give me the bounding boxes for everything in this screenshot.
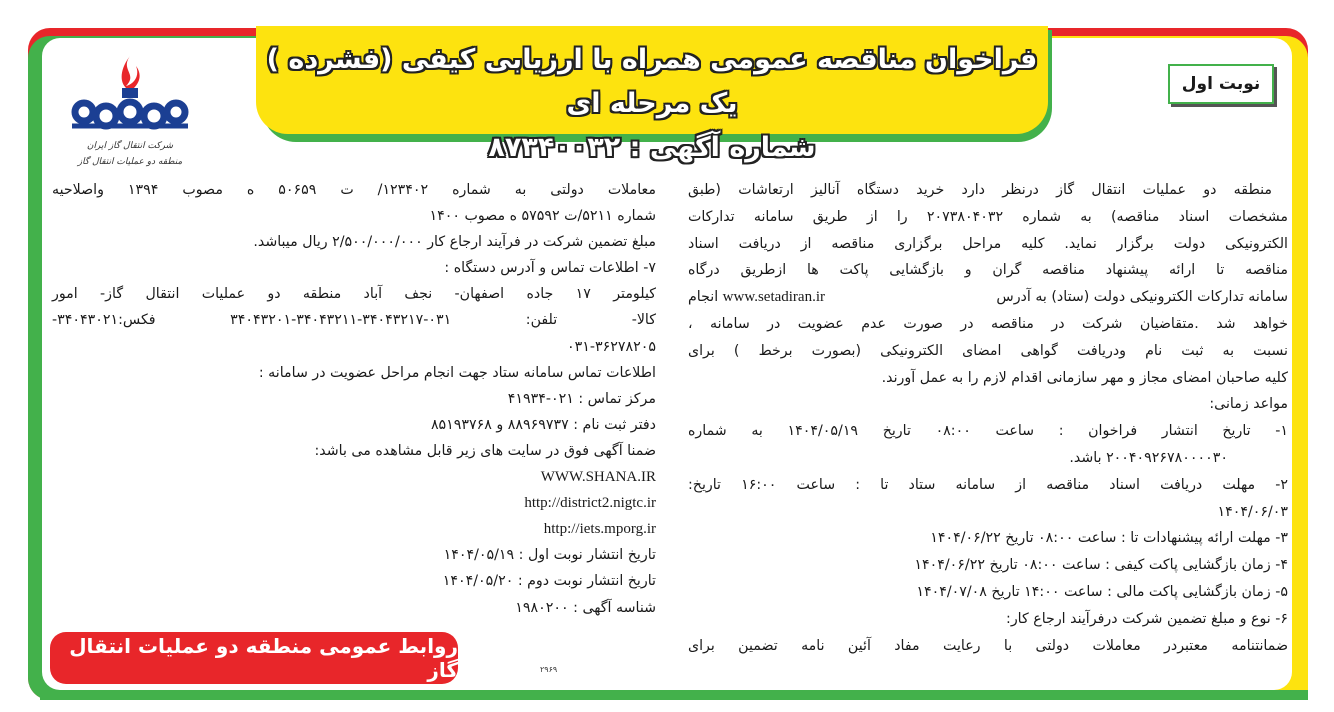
shana-url-link[interactable]: WWW.SHANA.IR xyxy=(540,469,656,486)
schedule-item: ۴- زمان بازگشایی پاکت کیفی : ساعت ۰۸:۰۰ تاریخ ۱۴۰۴/۰۶/۲۲ xyxy=(914,557,1288,574)
company-logo xyxy=(62,52,198,172)
body-line: ضمنا آگهی فوق در سایت های زیر قابل مشاهده می باشد: xyxy=(314,442,656,459)
district2-url-link[interactable]: http://district2.nigtc.ir xyxy=(524,495,656,512)
call-center-line: مرکز تماس : ۰۲۱-۴۱۹۳۴ xyxy=(507,390,656,407)
ad-code: ۲۹۶۹ xyxy=(540,665,558,674)
address-line: کیلومتر ۱۷ جاده اصفهان- نجف آباد منطقه دو عملیات انتقال گاز- امور xyxy=(52,286,656,303)
iets-url-link[interactable]: http://iets.mporg.ir xyxy=(543,521,656,538)
fax-line: ۰۳۱-۳۶۲۷۸۲۰۵ xyxy=(567,338,656,355)
page-title: فراخوان مناقصه عمومی همراه با ارزیابی کیفی (فشرده ) یک مرحله ای xyxy=(266,44,1038,119)
first-publication-date: تاریخ انتشار نوبت اول : ۱۴۰۴/۰۵/۱۹ xyxy=(443,547,656,564)
body-line: کلیه صاحبان امضای مجاز و مهر سازمانی اقدام لازم را به عمل آورند. xyxy=(881,369,1288,386)
schedule-item: ۶- نوع و مبلغ تضمین شرکت درفرآیند ارجاع کار: xyxy=(1006,610,1288,627)
nigc-logo-icon xyxy=(62,52,198,172)
body-line: ضمانتنامه معتبردر معاملات دولتی با رعایت مفاد آئین نامه تضمین برای xyxy=(688,637,1288,654)
svg-text:منطقه دو عملیات انتقال گاز: منطقه دو عملیات انتقال گاز xyxy=(77,157,183,167)
schedule-item: ۵- زمان بازگشایی پاکت مالی : ساعت ۱۴:۰۰ تاریخ ۱۴۰۴/۰۷/۰۸ xyxy=(916,583,1288,600)
ad-id: شناسه آگهی : ۱۹۸۰۲۰۰ xyxy=(515,599,656,616)
schedule-item: ۳- مهلت ارائه پیشنهادات تا : ساعت ۰۸:۰۰ تاریخ ۱۴۰۴/۰۶/۲۲ xyxy=(930,530,1288,547)
setad-url-link[interactable]: www.setadiran.ir xyxy=(722,289,825,306)
body-line: شماره ۵۲۱۱/ت ۵۷۵۹۲ ه مصوب ۱۴۰۰ xyxy=(429,208,656,225)
body-line: نسبت به ثبت نام ودریافت گواهی امضای الکترونیکی (بصورت برخط ) برای xyxy=(688,342,1288,359)
phone-line: کالا- تلفن: ۰۳۱-۳۴۰۴۳۲۱۷-۳۴۰۴۳۲۱۱-۳۴۰۴۳۲۰۱ فکس:۳۴۰۴۳۰۲۱- xyxy=(52,312,656,329)
body-line-text: انجام xyxy=(688,289,719,306)
schedule-item: ۱۴۰۴/۰۶/۰۳ xyxy=(1217,503,1288,520)
registration-office-line: دفتر ثبت نام : ۸۸۹۶۹۷۳۷ و ۸۵۱۹۳۷۶۸ xyxy=(430,416,656,433)
edition-badge: نوبت اول xyxy=(1168,64,1274,104)
title-banner xyxy=(256,26,1048,163)
body-line: خواهد شد .متقاضیان شرکت در مناقصه در صورت عدم عضویت در سامانه ، xyxy=(688,315,1288,332)
body-line: مشخصات اسناد مناقصه) به شماره ۲۰۷۳۸۰۴۰۳۲ را از طریق سامانه تدارکات xyxy=(688,208,1288,225)
body-line: الکترونیکی دولت برگزار نماید. کلیه مراحل برگزاری مناقصه از دریافت اسناد xyxy=(688,235,1288,252)
body-line-text: سامانه تدارکات الکترونیکی دولت (ستاد) به آدرس xyxy=(996,289,1288,306)
body-line: اطلاعات تماس سامانه ستاد جهت انجام مراحل عضویت در سامانه : xyxy=(258,364,656,381)
schedule-item: ۲۰۰۴۰۹۲۶۷۸۰۰۰۰۳۰ باشد. xyxy=(1069,449,1228,466)
body-line: منطقه دو عملیات انتقال گاز درنظر دارد خرید دستگاه آنالیز ارتعاشات (طبق xyxy=(688,182,1272,198)
frame-bottom-bar xyxy=(40,690,1308,700)
svg-text:شرکت انتقال گاز ایران: شرکت انتقال گاز ایران xyxy=(86,141,174,151)
body-line: مبلغ تضمین شرکت در فرآیند ارجاع کار ۲/۵۰۰/۰۰۰/۰۰۰ ریال میباشد. xyxy=(253,234,656,251)
ad-number: شماره آگهی : ۸۷۳۴۰۰۳۲ xyxy=(488,132,816,163)
left-column xyxy=(52,177,656,621)
schedule-item: ۱- تاریخ انتشار فراخوان : ساعت ۰۸:۰۰ تاریخ ۱۴۰۴/۰۵/۱۹ به شماره xyxy=(688,423,1289,440)
right-column xyxy=(688,177,1288,659)
body-line: ۷- اطلاعات تماس و آدرس دستگاه : xyxy=(444,260,656,277)
schedule-heading: مواعد زمانی: xyxy=(1209,396,1288,413)
body-line xyxy=(688,284,1288,311)
body-line: معاملات دولتی به شماره ۱۲۳۴۰۲/ ت ۵۰۶۵۹ ه مصوب ۱۳۹۴ واصلاحیه xyxy=(52,182,657,198)
public-relations-banner: روابط عمومی منطقه دو عملیات انتقال گاز xyxy=(50,632,458,684)
second-publication-date: تاریخ انتشار نوبت دوم : ۱۴۰۴/۰۵/۲۰ xyxy=(442,573,656,590)
schedule-item: ۲- مهلت دریافت اسناد مناقصه از سامانه ستاد تا : ساعت ۱۶:۰۰ تاریخ: xyxy=(688,476,1288,493)
body-line: مناقصه تا ارائه پیشنهاد مناقصه گران و بازگشایی پاکت ها ازطریق درگاه xyxy=(688,262,1288,279)
